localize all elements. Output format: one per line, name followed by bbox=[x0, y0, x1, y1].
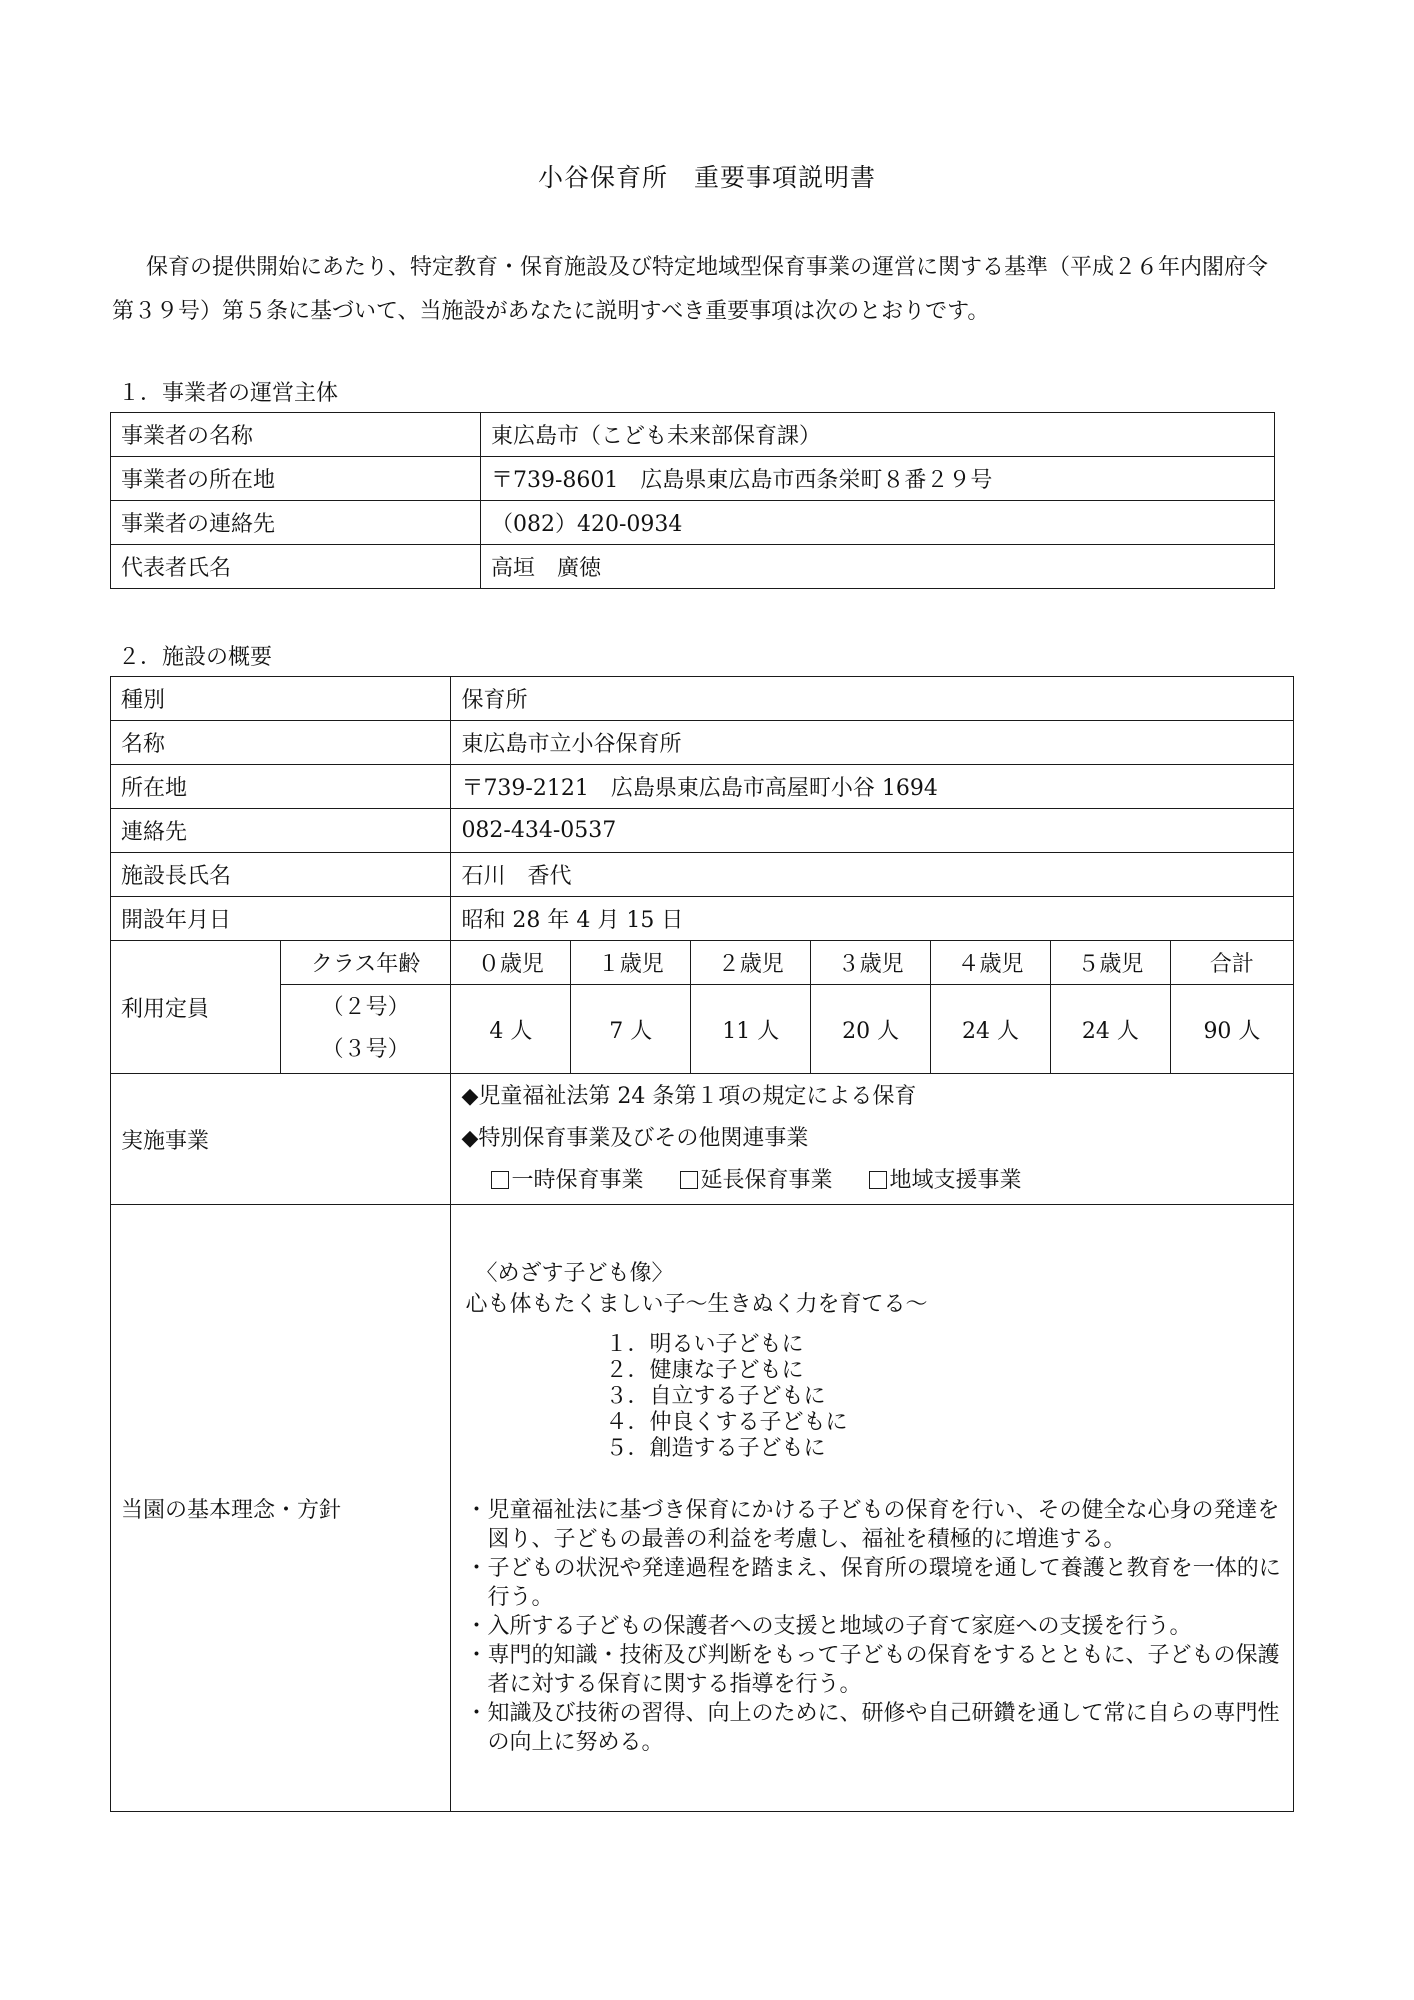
capacity-label: 利用定員 bbox=[111, 941, 281, 1074]
policy-list bbox=[465, 1496, 1283, 1757]
philosophy-value bbox=[451, 1205, 1294, 1812]
capacity-header-row bbox=[111, 941, 1294, 985]
goal-list bbox=[605, 1332, 1283, 1462]
list-item: ３．自立する子どもに bbox=[605, 1384, 826, 1409]
goal-motto: 心も体もたくましい子～生きぬく力を育てる～ bbox=[465, 1292, 928, 1317]
list-item: １．明るい子どもに bbox=[605, 1332, 804, 1357]
capacity-count: 24 人 bbox=[1050, 985, 1170, 1074]
philosophy-row bbox=[111, 1205, 1294, 1812]
age-header: ２歳児 bbox=[691, 941, 811, 985]
opening-date-label: 開設年月日 bbox=[111, 897, 451, 941]
age-header: １歳児 bbox=[571, 941, 691, 985]
type-label: 種別 bbox=[111, 677, 451, 721]
capacity-count-row bbox=[111, 985, 1294, 1074]
programs-value bbox=[451, 1074, 1294, 1205]
director-label: 施設長氏名 bbox=[111, 853, 451, 897]
option-temporary-care: 一時保育事業 bbox=[491, 1168, 643, 1193]
operator-address-label: 事業者の所在地 bbox=[111, 457, 481, 501]
facility-address-label: 所在地 bbox=[111, 765, 451, 809]
checkbox-icon bbox=[869, 1171, 887, 1189]
table-row bbox=[111, 897, 1294, 941]
list-item: ・専門的知識・技術及び判断をもって子どもの保育をするとともに、子どもの保護者に対する保育に関する指導を行う。 bbox=[465, 1643, 1280, 1697]
capacity-type-labels bbox=[280, 985, 451, 1074]
list-item: ・入所する子どもの保護者への支援と地域の子育て家庭への支援を行う。 bbox=[465, 1614, 1192, 1639]
programs-row bbox=[111, 1074, 1294, 1205]
capacity-count: 11 人 bbox=[691, 985, 811, 1074]
capacity-count: 24 人 bbox=[931, 985, 1051, 1074]
capacity-count: 7 人 bbox=[571, 985, 691, 1074]
type2-label: （２号） bbox=[321, 995, 410, 1020]
section1-heading: １．事業者の運営主体 bbox=[118, 381, 339, 406]
age-header: ０歳児 bbox=[451, 941, 571, 985]
age-header: ４歳児 bbox=[931, 941, 1051, 985]
option-community-support: 地域支援事業 bbox=[869, 1168, 1021, 1193]
type3-label: （３号） bbox=[321, 1037, 410, 1062]
opening-date-value: 昭和 28 年 4 月 15 日 bbox=[451, 897, 1294, 941]
intro-paragraph: 保育の提供開始にあたり、特定教育・保育施設及び特定地域型保育事業の運営に関する基準（平成２６年内閣府令第３９号）第５条に基づいて、当施設があなたに説明すべき重要事項は次のとおりです。 bbox=[112, 255, 1269, 324]
operator-name-label: 事業者の名称 bbox=[111, 413, 481, 457]
goal-heading: 〈めざす子ども像〉 bbox=[475, 1261, 674, 1286]
facility-address-value: 〒739-2121 広島県東広島市高屋町小谷 1694 bbox=[451, 765, 1294, 809]
program-item-1: ◆児童福祉法第 24 条第１項の規定による保育 bbox=[461, 1084, 917, 1109]
facility-table bbox=[110, 676, 1294, 1812]
checkbox-icon bbox=[680, 1171, 698, 1189]
facility-name-value: 東広島市立小谷保育所 bbox=[451, 721, 1294, 765]
operator-address-value: 〒739-8601 広島県東広島市西条栄町８番２９号 bbox=[481, 457, 1275, 501]
age-header: ５歳児 bbox=[1050, 941, 1170, 985]
capacity-total: 90 人 bbox=[1170, 985, 1293, 1074]
operator-table bbox=[110, 412, 1275, 589]
option-extended-care: 延長保育事業 bbox=[680, 1168, 832, 1193]
program-options bbox=[461, 1160, 1283, 1202]
facility-contact-label: 連絡先 bbox=[111, 809, 451, 853]
table-row bbox=[111, 721, 1294, 765]
philosophy-label: 当園の基本理念・方針 bbox=[111, 1205, 451, 1812]
list-item: ４．仲良くする子どもに bbox=[605, 1410, 848, 1435]
operator-contact-value: （082）420-0934 bbox=[481, 501, 1275, 545]
age-header: ３歳児 bbox=[811, 941, 931, 985]
table-row bbox=[111, 677, 1294, 721]
checkbox-icon bbox=[491, 1171, 509, 1189]
table-row bbox=[111, 457, 1275, 501]
type-value: 保育所 bbox=[451, 677, 1294, 721]
list-item: ・児童福祉法に基づき保育にかける子どもの保育を行い、その健全な心身の発達を図り、子どもの最善の利益を考慮し、福祉を積極的に増進する。 bbox=[465, 1498, 1280, 1552]
representative-label: 代表者氏名 bbox=[111, 545, 481, 589]
table-row bbox=[111, 501, 1275, 545]
table-row bbox=[111, 413, 1275, 457]
table-row bbox=[111, 853, 1294, 897]
section2-heading: ２．施設の概要 bbox=[118, 645, 273, 670]
list-item: ２．健康な子どもに bbox=[605, 1358, 804, 1383]
table-row bbox=[111, 545, 1275, 589]
facility-name-label: 名称 bbox=[111, 721, 451, 765]
director-value: 石川 香代 bbox=[451, 853, 1294, 897]
programs-label: 実施事業 bbox=[111, 1074, 451, 1205]
capacity-count: 20 人 bbox=[811, 985, 931, 1074]
operator-name-value: 東広島市（こども未来部保育課） bbox=[481, 413, 1275, 457]
total-header: 合計 bbox=[1170, 941, 1293, 985]
table-row bbox=[111, 765, 1294, 809]
program-item-2: ◆特別保育事業及びその他関連事業 bbox=[461, 1126, 809, 1151]
representative-value: 高垣 廣徳 bbox=[481, 545, 1275, 589]
class-age-label: クラス年齢 bbox=[280, 941, 451, 985]
list-item: ・子どもの状況や発達過程を踏まえ、保育所の環境を通して養護と教育を一体的に行う。 bbox=[465, 1556, 1281, 1610]
document-title: 小谷保育所 重要事項説明書 bbox=[537, 163, 876, 192]
table-row bbox=[111, 809, 1294, 853]
operator-contact-label: 事業者の連絡先 bbox=[111, 501, 481, 545]
capacity-count: 4 人 bbox=[451, 985, 571, 1074]
facility-contact-value: 082-434-0537 bbox=[451, 809, 1294, 853]
list-item: ・知識及び技術の習得、向上のために、研修や自己研鑽を通して常に自らの専門性の向上に努める。 bbox=[465, 1701, 1280, 1755]
list-item: ５．創造する子どもに bbox=[605, 1436, 826, 1461]
